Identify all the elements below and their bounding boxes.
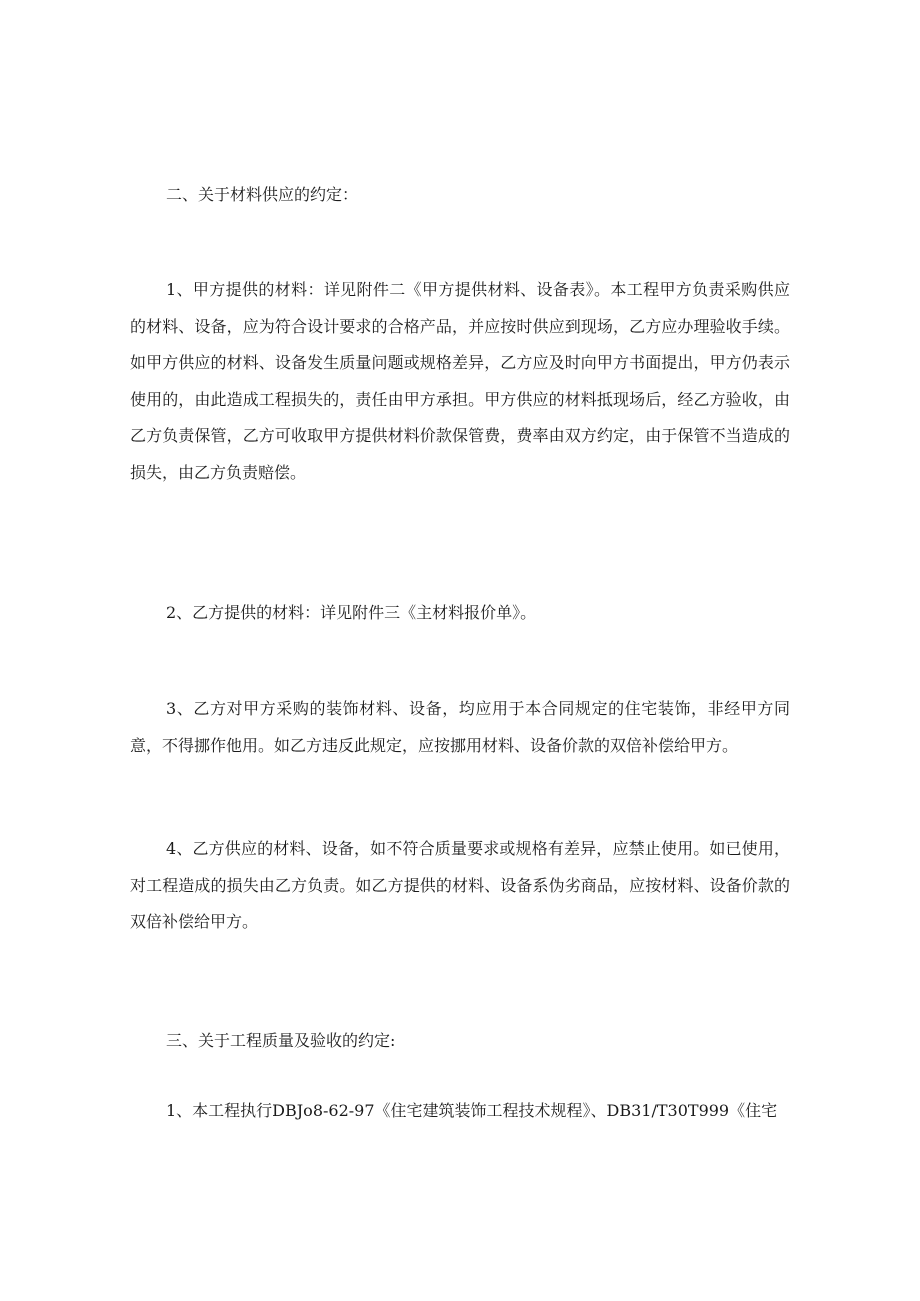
paragraph-material-usage: 3、乙方对甲方采购的装饰材料、设备，均应用于本合同规定的住宅装饰，非经甲方同意，不得挪作他用。如乙方违反此规定，应按挪用材料、设备价款的双倍补偿给甲方。 (130, 699, 790, 755)
section-heading-materials: 二、关于材料供应的约定： (166, 185, 359, 204)
section-heading-quality: 三、关于工程质量及验收的约定: (166, 1031, 396, 1050)
paragraph-contractor-materials: 2、乙方提供的材料：详见附件三《主材料报价单》。 (166, 603, 537, 622)
paragraph-standards: 1、本工程执行DBJo8-62-97《住宅建筑装饰工程技术规程》、DB31/T30T999《住宅 (166, 1101, 778, 1120)
paragraph-material-quality: 4、乙方供应的材料、设备，如不符合质量要求或规格有差异，应禁止使用。如已使用，对工程造成的损失由乙方负责。如乙方提供的材料、设备系伪劣商品，应按材料、设备价款的双倍补偿给甲方。 (130, 839, 790, 931)
paragraph-owner-materials: 1、甲方提供的材料：详见附件二《甲方提供材料、设备表》。本工程甲方负责采购供应的材料、设备，应为符合设计要求的合格产品，并应按时供应到现场，乙方应办理验收手续。如甲方供应的材料、设备发生质量问题或规格差异，乙方应及时向甲方书面提出，甲方仍表示使用的，由此造成工程损失的，责任由甲方承担。甲方供应的材料抵现场后，经乙方验收，由乙方负责保管，乙方可收取甲方提供材料价款保管费，费率由双方约定，由于保管不当造成的损失，由乙方负责赔偿。 (130, 280, 790, 482)
